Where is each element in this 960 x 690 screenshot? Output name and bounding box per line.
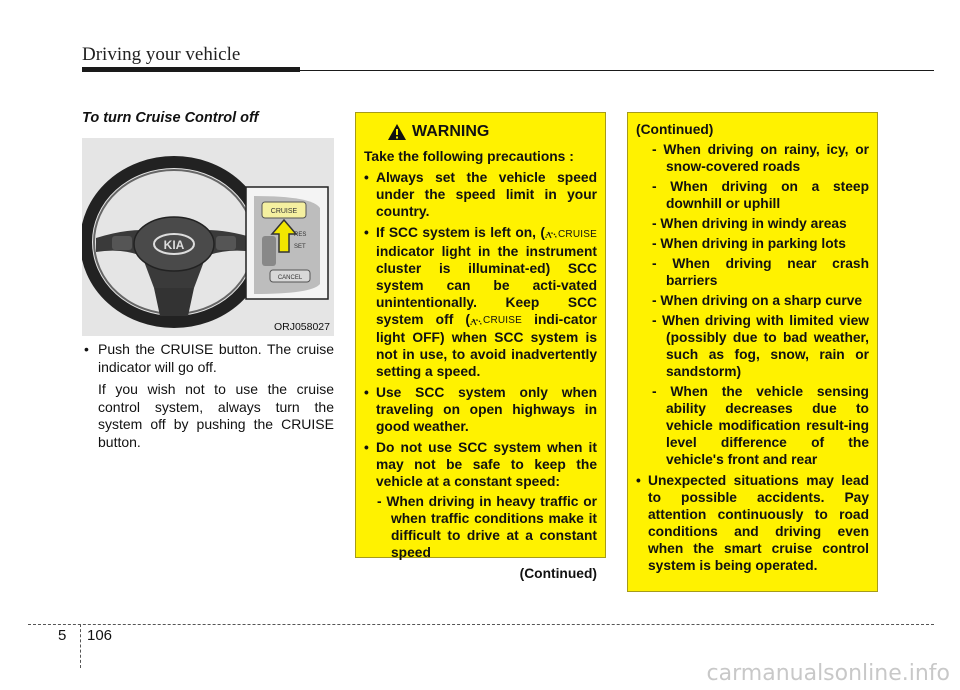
header-title: Driving your vehicle (82, 44, 241, 65)
figure-caption: ORJ058027 (273, 321, 330, 333)
warning-intro: Take the following precautions : (364, 149, 574, 164)
warning-sub-item: - When driving on rainy, icy, or snow-covered roads (652, 142, 869, 174)
warning-item-text: Unexpected situations may lead to possible accidents. Pay attention continuously to road conditions and driving even when the smart cruise control system is being operated. (648, 473, 869, 573)
warning-box-continued (627, 112, 878, 592)
warning-sub-item: - When the vehicle sensing ability decreases due to vehicle modification result-ing level difference of the vehicle's front and rear (652, 384, 869, 467)
cruise-indicator (545, 226, 597, 243)
kia-logo: KIA (163, 238, 185, 252)
footer-rule (28, 624, 934, 625)
bullet-dot: • (364, 440, 369, 455)
cruise-indicator-label: CRUISE (483, 315, 523, 326)
warning-title: WARNING (412, 123, 490, 140)
continued-header: (Continued) (636, 122, 714, 137)
warning-sub-item: - When driving in parking lots (652, 236, 846, 251)
instruction-paragraph: If you wish not to use the cruise control system, always turn the system off by pushing the CRUISE button. (98, 381, 334, 450)
steering-wheel-illustration (82, 138, 334, 336)
watermark: carmanualsonline.info (706, 661, 950, 686)
warning-item-text-part: If SCC system is left on, ( (376, 225, 546, 240)
warning-item-text: Always set the vehicle speed under the speed limit in your country. (376, 170, 597, 219)
bullet-dot: • (636, 473, 641, 488)
instruction-bullet (84, 341, 334, 376)
cruise-indicator-label: CRUISE (558, 228, 597, 240)
section-heading: To turn Cruise Control off (82, 110, 259, 126)
instruction-bullet-text: Push the CRUISE button. The cruise indicator will go off. (98, 341, 334, 375)
footer-divider (80, 624, 81, 668)
chapter-number: 5 (58, 627, 67, 644)
warning-box (355, 112, 606, 581)
continued-label: (Continued) (519, 566, 597, 581)
cruise-indicator (470, 312, 522, 329)
warning-sub-item: - When driving in heavy traffic or when traffic conditions make it difficult to drive at a constant speed (377, 494, 597, 560)
warning-item-text: Do not use SCC system when it may not be safe to keep the vehicle at a constant speed: (376, 440, 597, 489)
instruction-text (84, 341, 334, 451)
callout-res-label: RES (294, 232, 307, 238)
warning-item (364, 439, 597, 490)
warning-sub-item: - When driving on a sharp curve (652, 293, 863, 308)
bullet-dot: • (364, 225, 369, 240)
warning-item-text (376, 224, 597, 380)
warning-item-text: Use SCC system only when traveling on open highways in good weather. (376, 385, 597, 434)
callout-set-label: SET (294, 244, 306, 250)
cruise-gauge-icon (470, 316, 482, 326)
header-rule-thick (82, 67, 300, 72)
warning-item (636, 472, 869, 574)
callout-cancel-label: CANCEL (277, 275, 303, 281)
cruise-gauge-icon (545, 229, 557, 239)
steering-wheel-figure (82, 138, 334, 336)
warning-item-text-part: indi-cator light OFF) when SCC system is not in use, to avoid inadvertently setting a speed. (376, 311, 597, 379)
warning-item (364, 224, 597, 380)
warning-triangle-icon (388, 124, 406, 140)
warning-item (364, 384, 597, 435)
warning-header (364, 123, 597, 140)
page-number: 106 (87, 627, 113, 644)
bullet-dot: • (84, 341, 89, 357)
warning-sub-item: - When driving near crash barriers (652, 256, 869, 288)
bullet-dot: • (364, 170, 369, 185)
warning-sub-item: - When driving with limited view (possibly due to bad weather, such as fog, snow, rain or sandstorm) (652, 313, 869, 379)
callout-cruise-label: CRUISE (270, 208, 298, 215)
bullet-dot: • (364, 385, 369, 400)
warning-sub-item: - When driving in windy areas (652, 216, 847, 231)
warning-item (364, 169, 597, 220)
header-rule-thin (300, 70, 934, 71)
warning-item-text-part: indicator light in the instrument cluster is illuminat-ed) SCC system can be acti-vated unintentionally. Keep SCC system off ( (376, 243, 597, 327)
warning-sub-item: - When driving on a steep downhill or uphill (652, 179, 869, 211)
